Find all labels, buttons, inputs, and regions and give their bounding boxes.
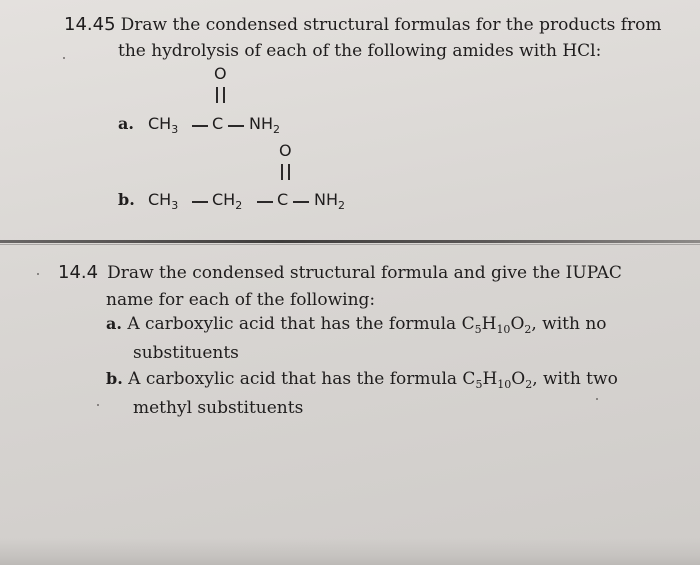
single-bond-b3 bbox=[293, 201, 309, 203]
single-bond-b1 bbox=[192, 201, 208, 203]
question-14-45-line1 bbox=[64, 14, 661, 35]
question-14-4-part-b-line1: b. A carboxylic acid that has the formula $C_5H_{10}O_2$, with two bbox=[106, 369, 618, 391]
ch3-group-b: $CH_3$ bbox=[148, 190, 179, 212]
section-divider-shadow bbox=[0, 244, 700, 245]
single-bond-b2 bbox=[257, 201, 273, 203]
double-bond-a bbox=[216, 87, 225, 103]
single-bond-a2 bbox=[228, 125, 244, 127]
carbonyl-carbon-b: C bbox=[277, 190, 289, 209]
double-bond-b bbox=[281, 164, 290, 180]
part-a-label: a. bbox=[118, 114, 134, 133]
question-14-45-text1: Draw the condensed structural formulas for the products from bbox=[120, 15, 662, 35]
paper-speck bbox=[37, 273, 39, 275]
paper-speck bbox=[97, 404, 99, 406]
nh2-group-b: $NH_2$ bbox=[314, 190, 345, 212]
question-number-14-4: 14.4 bbox=[58, 262, 99, 283]
question-14-45-text2: the hydrolysis of each of the following amides with HCl: bbox=[118, 41, 602, 61]
part-b-label: b. bbox=[118, 190, 135, 209]
question-14-4-part-a-line1: a. A carboxylic acid that has the formula $C_5H_{10}O_2$, with no bbox=[106, 314, 607, 336]
ch2-group-b: $CH_2$ bbox=[212, 190, 243, 212]
question-number-14-45: 14.45 bbox=[64, 14, 116, 35]
oxygen-b: O bbox=[279, 141, 292, 160]
nh2-group-a: $NH_2$ bbox=[249, 114, 280, 136]
question-14-4-text1: Draw the condensed structural formula and give the IUPAC bbox=[107, 263, 622, 283]
question-14-4-part-b-line2: methyl substituents bbox=[133, 398, 304, 418]
section-divider bbox=[0, 240, 700, 243]
oxygen-a: O bbox=[214, 64, 227, 83]
single-bond-a1 bbox=[192, 125, 208, 127]
question-14-4-text2: name for each of the following: bbox=[106, 290, 376, 310]
question-14-4-part-b-label: b. bbox=[106, 369, 123, 388]
question-14-4-part-a-line2: substituents bbox=[133, 343, 239, 363]
carbonyl-carbon-a: C bbox=[212, 114, 224, 133]
paper-speck bbox=[63, 57, 65, 59]
bottom-shadow bbox=[0, 538, 700, 565]
question-14-4-part-a-label: a. bbox=[106, 314, 122, 333]
question-14-4-line1 bbox=[58, 262, 622, 283]
ch3-group-a: $CH_3$ bbox=[148, 114, 179, 136]
paper-speck bbox=[596, 398, 598, 400]
